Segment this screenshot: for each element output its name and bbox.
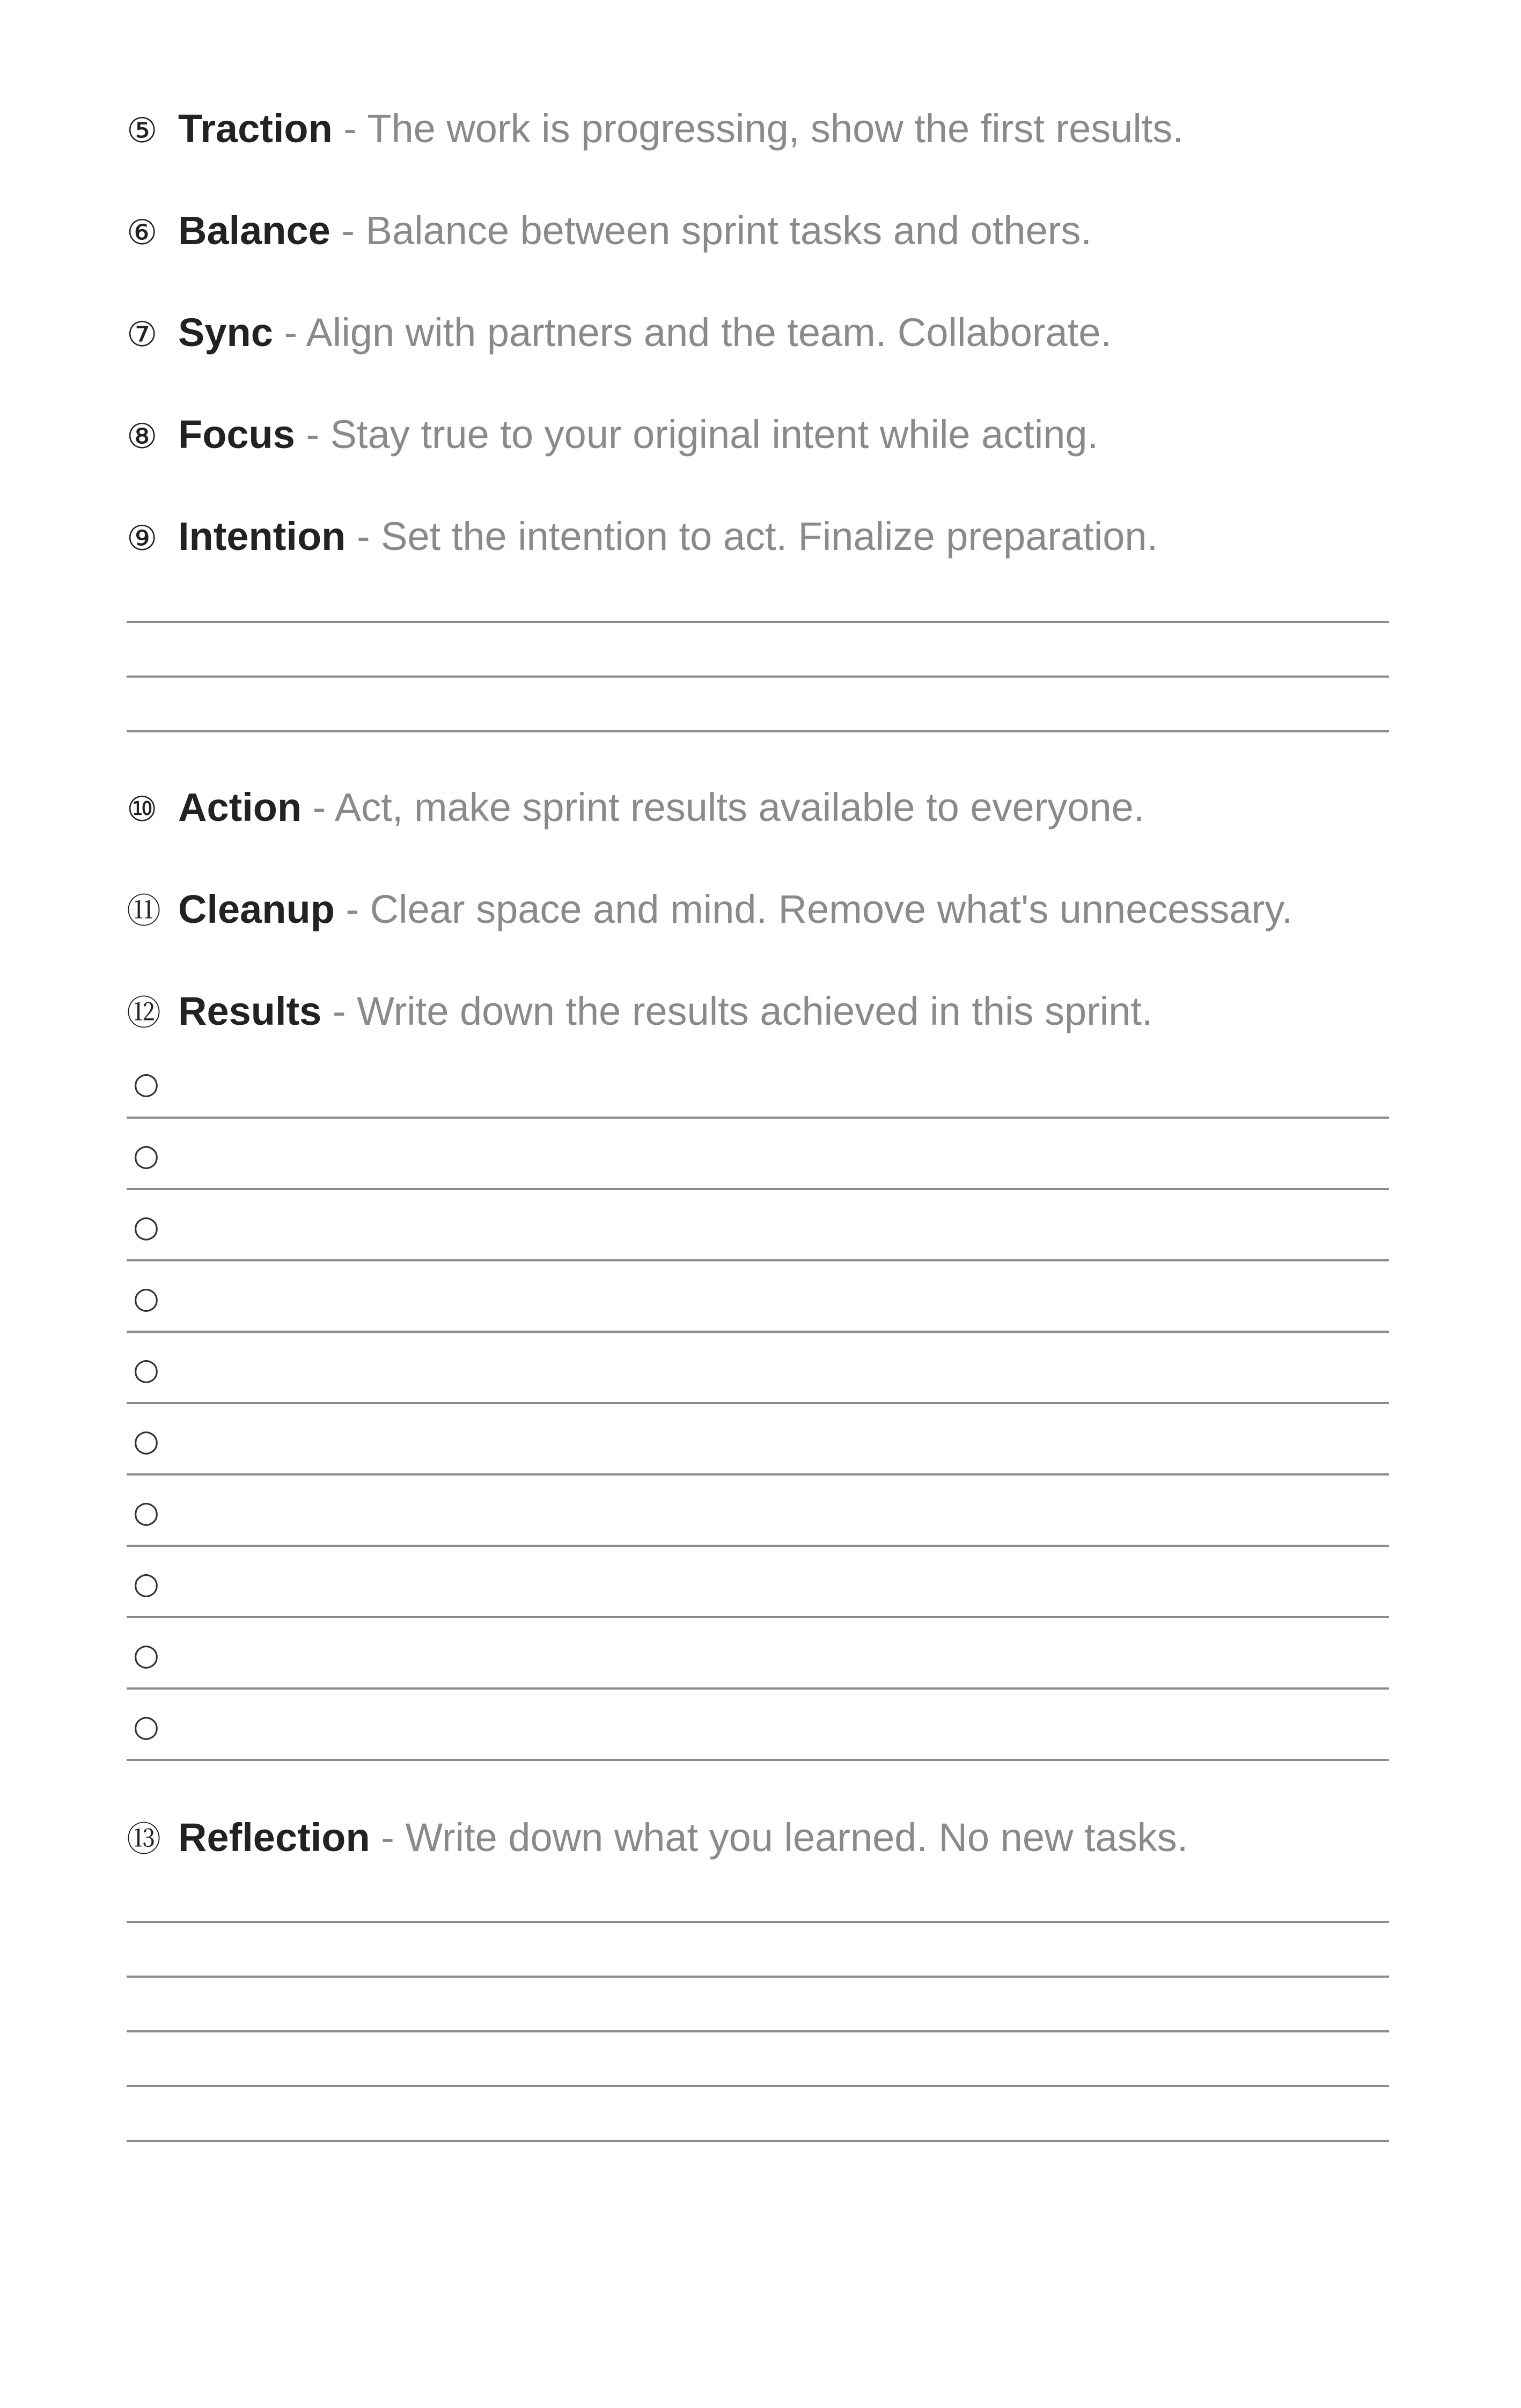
- item-intention: [127, 512, 1158, 563]
- writing-line[interactable]: [127, 1921, 1389, 1923]
- item-description: - Clear space and mind. Remove what's unnecessary.: [346, 887, 1293, 931]
- circle-bullet-icon[interactable]: ○: [133, 1352, 159, 1387]
- writing-line[interactable]: [127, 2030, 1389, 2032]
- number-6-icon: ⑥: [127, 213, 158, 253]
- item-action: [127, 783, 1144, 834]
- writing-line[interactable]: [127, 676, 1389, 678]
- item-description: - Write down what you learned. No new tasks.: [381, 1815, 1188, 1860]
- item-description: - Stay true to your original intent while acting.: [306, 412, 1099, 457]
- item-results: [127, 987, 1153, 1038]
- result-line[interactable]: [127, 1759, 1389, 1761]
- item-title: Action: [178, 785, 302, 829]
- writing-line[interactable]: [127, 2140, 1389, 2142]
- result-line[interactable]: [127, 1545, 1389, 1547]
- circle-bullet-icon[interactable]: ○: [133, 1138, 159, 1173]
- item-title: Sync: [178, 310, 273, 355]
- writing-line[interactable]: [127, 1976, 1389, 1978]
- result-line[interactable]: [127, 1331, 1389, 1333]
- circle-bullet-icon[interactable]: ○: [133, 1423, 159, 1458]
- number-7-icon: ⑦: [127, 315, 158, 355]
- writing-line[interactable]: [127, 621, 1389, 623]
- item-description: - Set the intention to act. Finalize preparation.: [356, 514, 1158, 559]
- item-traction: [127, 105, 1184, 155]
- number-10-icon: ⑩: [127, 790, 158, 829]
- circle-bullet-icon[interactable]: ○: [133, 1709, 159, 1744]
- result-line[interactable]: [127, 1117, 1389, 1119]
- circle-bullet-icon[interactable]: ○: [133, 1209, 159, 1244]
- item-description: - Balance between sprint tasks and others.: [341, 208, 1092, 253]
- item-sync: [127, 309, 1112, 359]
- number-8-icon: ⑧: [127, 417, 158, 457]
- item-description: - Align with partners and the team. Collaborate.: [284, 310, 1112, 355]
- item-cleanup: [127, 885, 1292, 936]
- item-description: - Write down the results achieved in this sprint.: [332, 989, 1153, 1033]
- item-description: - The work is progressing, show the first results.: [343, 106, 1184, 151]
- writing-line[interactable]: [127, 2085, 1389, 2087]
- item-title: Reflection: [178, 1815, 370, 1860]
- circle-bullet-icon[interactable]: ○: [133, 1281, 159, 1316]
- item-reflection: [127, 1814, 1188, 1864]
- circle-bullet-icon[interactable]: ○: [133, 1495, 159, 1530]
- number-5-icon: ⑤: [127, 111, 158, 151]
- circle-bullet-icon[interactable]: ○: [133, 1066, 159, 1101]
- item-title: Cleanup: [178, 887, 335, 931]
- result-line[interactable]: [127, 1687, 1389, 1690]
- result-line[interactable]: [127, 1259, 1389, 1261]
- item-title: Intention: [178, 514, 346, 559]
- result-line[interactable]: [127, 1473, 1389, 1475]
- number-13-icon: ⑬: [127, 1820, 161, 1860]
- circle-bullet-icon[interactable]: ○: [133, 1638, 159, 1672]
- item-focus: [127, 410, 1098, 461]
- writing-line[interactable]: [127, 730, 1389, 732]
- item-title: Traction: [178, 106, 333, 151]
- item-description: - Act, make sprint results available to everyone.: [312, 785, 1145, 829]
- result-line[interactable]: [127, 1402, 1389, 1404]
- item-title: Balance: [178, 208, 330, 253]
- item-balance: [127, 207, 1092, 257]
- number-9-icon: ⑨: [127, 519, 158, 559]
- number-12-icon: ⑫: [127, 994, 161, 1033]
- result-line[interactable]: [127, 1188, 1389, 1190]
- circle-bullet-icon[interactable]: ○: [133, 1566, 159, 1601]
- result-line[interactable]: [127, 1616, 1389, 1618]
- item-title: Results: [178, 989, 322, 1033]
- number-11-icon: ⑪: [127, 892, 161, 931]
- item-title: Focus: [178, 412, 295, 457]
